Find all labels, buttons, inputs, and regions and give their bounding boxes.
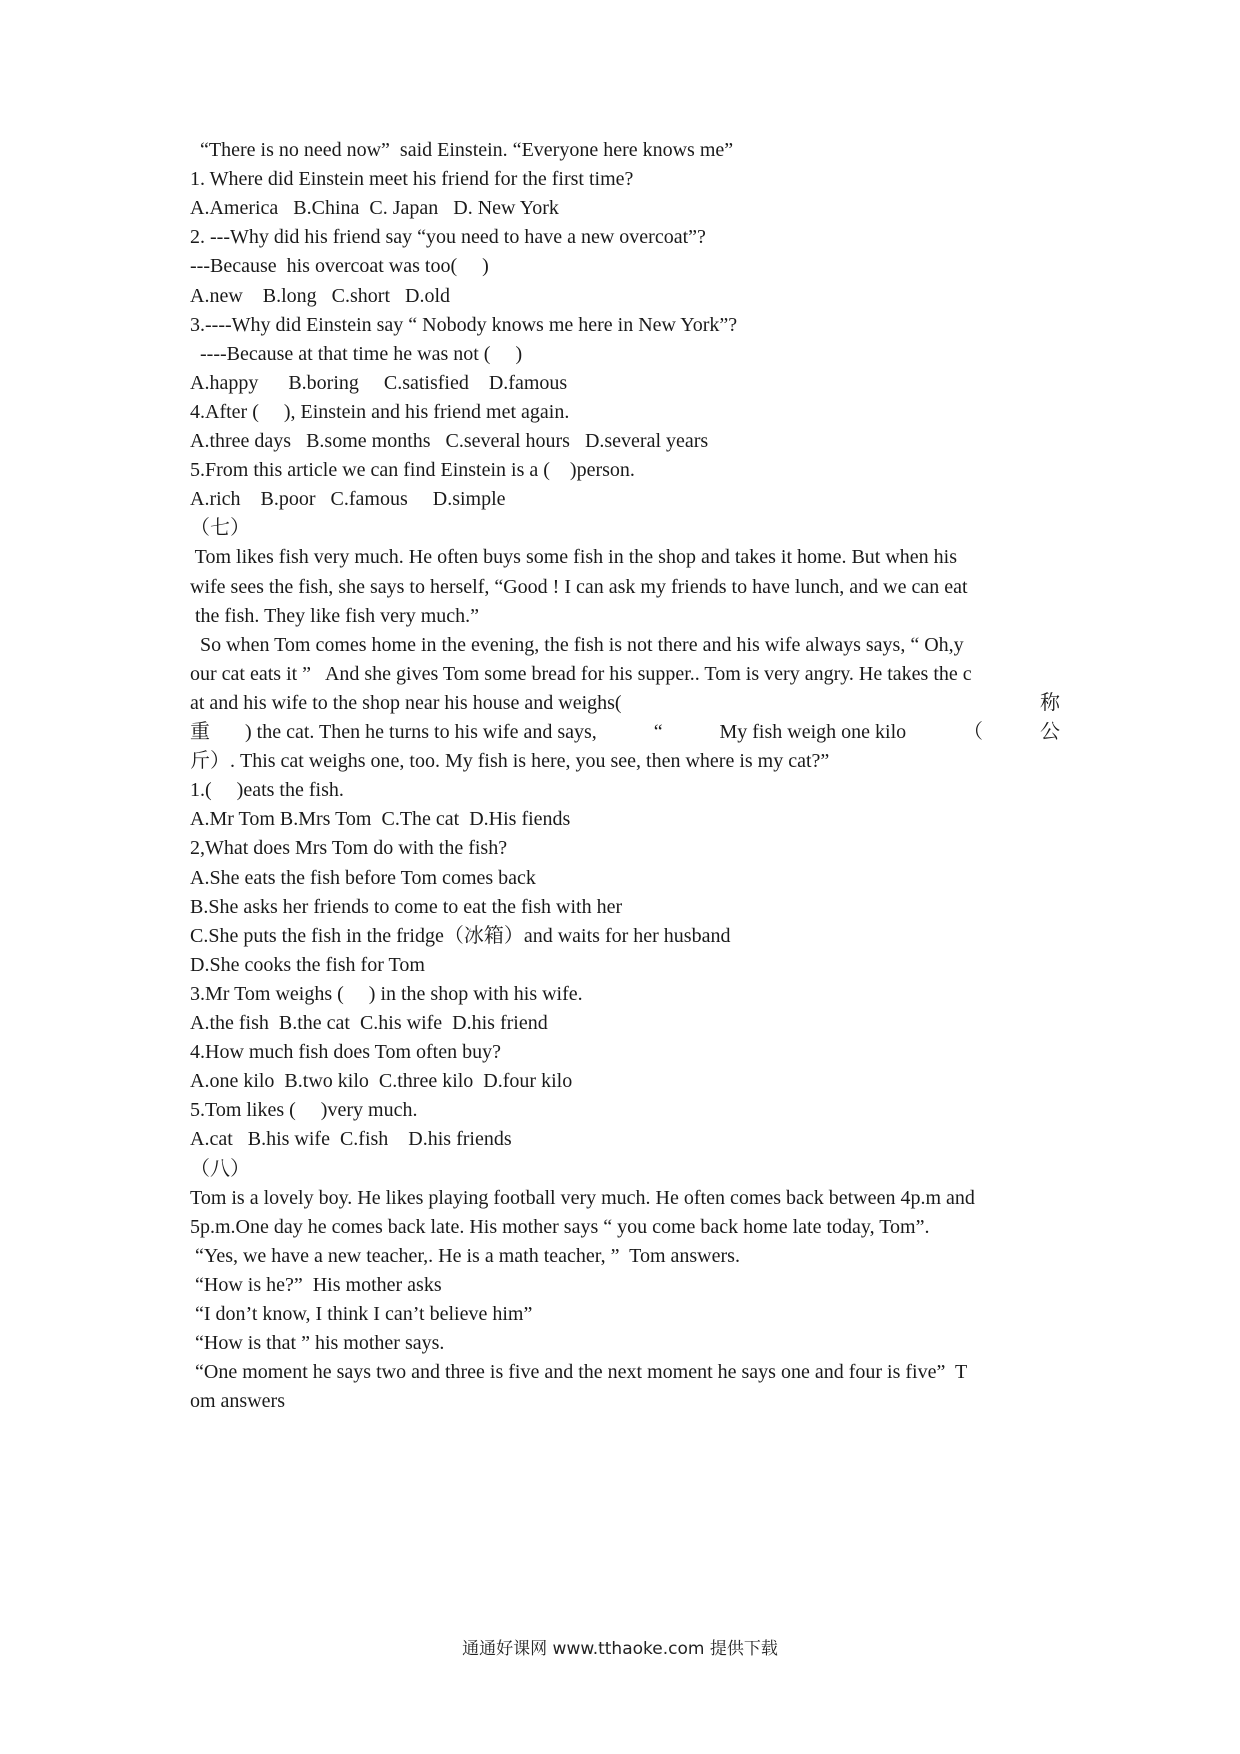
text-line: 2. ---Why did his friend say “you need to have a new overcoat”? <box>190 226 706 248</box>
text-line: ----Because at that time he was not ( ) <box>190 343 523 365</box>
text-line-part: My fish weigh one kilo <box>719 721 907 743</box>
text-line-start: at and his wife to the shop near his house and weighs( <box>190 692 622 714</box>
text-line: 2,What does Mrs Tom do with the fish? <box>190 837 508 859</box>
text-line: （七） <box>190 517 250 539</box>
text-line: So when Tom comes home in the evening, the fish is not there and his wife always says, “ Oh,y <box>190 634 964 656</box>
text-line-part: 公 <box>1039 721 1060 743</box>
text-line: A.Mr Tom B.Mrs Tom C.The cat D.His fiends <box>190 808 571 830</box>
text-line: ---Because his overcoat was too( ) <box>190 255 489 277</box>
text-line: Tom is a lovely boy. He likes playing football very much. He often comes back between 4p.m and <box>190 1187 975 1209</box>
page-footer: 通通好课网 www.tthaoke.com 提供下载 <box>462 1639 778 1659</box>
text-line: 3.Mr Tom weighs ( ) in the shop with his wife. <box>190 983 583 1005</box>
text-line: （八） <box>190 1158 250 1180</box>
text-line: 5p.m.One day he comes back late. His mother says “ you come back home late today, Tom”. <box>190 1216 930 1238</box>
text-line: A.the fish B.the cat C.his wife D.his friend <box>190 1012 548 1034</box>
text-line-start: 重 ) the cat. Then he turns to his wife and says, <box>190 721 597 743</box>
text-line: 3.----Why did Einstein say “ Nobody knows me here in New York”? <box>190 314 738 336</box>
text-line: C.She puts the fish in the fridge（冰箱）and waits for her husband <box>190 925 731 947</box>
text-line: wife sees the fish, she says to herself, “Good ! I can ask my friends to have lunch, and we can eat <box>190 576 968 598</box>
text-line: A.cat B.his wife C.fish D.his friends <box>190 1128 512 1150</box>
text-line: Tom likes fish very much. He often buys some fish in the shop and takes it home. But when his <box>190 546 958 568</box>
text-line: 1. Where did Einstein meet his friend for the first time? <box>190 168 634 190</box>
text-line: 5.From this article we can find Einstein is a ( )person. <box>190 459 635 481</box>
text-line: A.America B.China C. Japan D. New York <box>190 197 559 219</box>
text-line: 斤）. This cat weighs one, too. My fish is here, you see, then where is my cat?” <box>190 750 830 772</box>
text-line <box>190 687 1060 719</box>
text-line: “How is he?” His mother asks <box>190 1274 442 1296</box>
text-line: A.happy B.boring C.satisfied D.famous <box>190 372 568 394</box>
text-line: B.She asks her friends to come to eat the fish with her <box>190 896 623 918</box>
text-line: A.rich B.poor C.famous D.simple <box>190 488 506 510</box>
text-line: “There is no need now” said Einstein. “Everyone here knows me” <box>190 139 734 161</box>
text-line: A.new B.long C.short D.old <box>190 285 450 307</box>
text-line: our cat eats it ” And she gives Tom some bread for his supper.. Tom is very angry. He takes the c <box>190 663 972 685</box>
text-line: “Yes, we have a new teacher,. He is a math teacher, ” Tom answers. <box>190 1245 740 1267</box>
text-line: A.three days B.some months C.several hours D.several years <box>190 430 709 452</box>
text-line: D.She cooks the fish for Tom <box>190 954 425 976</box>
text-line-part: “ <box>653 721 663 743</box>
text-line-end: 称 <box>1040 692 1060 714</box>
text-line: “One moment he says two and three is five and the next moment he says one and four is five” T <box>190 1361 968 1383</box>
text-line: 4.How much fish does Tom often buy? <box>190 1041 501 1063</box>
text-line-part: （ <box>963 721 984 743</box>
text-line: A.one kilo B.two kilo C.three kilo D.four kilo <box>190 1070 573 1092</box>
text-line: 5.Tom likes ( )very much. <box>190 1099 418 1121</box>
text-line: 1.( )eats the fish. <box>190 779 344 801</box>
text-line <box>190 716 1060 748</box>
text-line: “I don’t know, I think I can’t believe him” <box>190 1303 533 1325</box>
text-line: 4.After ( ), Einstein and his friend met again. <box>190 401 570 423</box>
text-line: “How is that ” his mother says. <box>190 1332 445 1354</box>
text-line: om answers <box>190 1390 285 1412</box>
text-line: A.She eats the fish before Tom comes back <box>190 867 536 889</box>
text-line: the fish. They like fish very much.” <box>190 605 480 627</box>
